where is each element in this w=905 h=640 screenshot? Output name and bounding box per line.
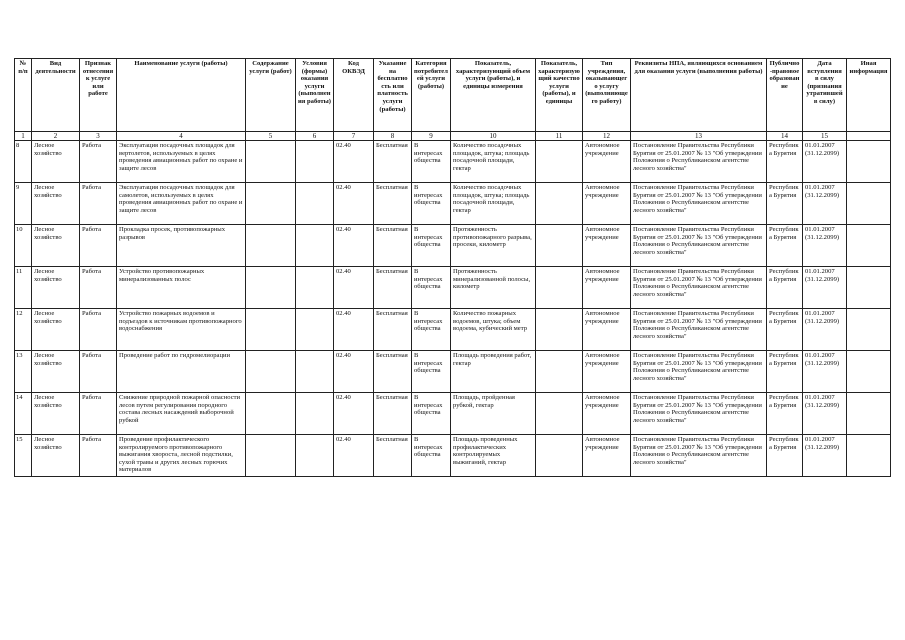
other-info-cell (847, 351, 891, 393)
legal-basis-cell: Постановление Правительства Республики Бурятия от 25.01.2007 № 13 "Об утверждении Положения о Республиканском агентстве лесного хозяйства" (631, 309, 767, 351)
payment-cell: Бесплатная (374, 225, 412, 267)
public-entity-cell: Республика Бурятия (767, 183, 803, 225)
volume-indicator-cell: Протяженность противопожарного разрыва, просеки, километр (451, 225, 536, 267)
conditions-cell (296, 267, 334, 309)
okved-code-cell: 02.40 (334, 183, 374, 225)
institution-type-cell: Автономное учреждение (583, 393, 631, 435)
quality-indicator-cell (536, 141, 583, 183)
header-cell: Показатель, характеризующий качество услуги (работы), и единицы (536, 59, 583, 132)
header-cell: Категория потребителей услуги (работы) (412, 59, 451, 132)
okved-code-cell: 02.40 (334, 225, 374, 267)
institution-type-cell: Автономное учреждение (583, 435, 631, 477)
consumers-cell: В интересах общества (412, 141, 451, 183)
content-cell (246, 183, 296, 225)
service-name-cell: Снижение природной пожарной опасности лесов путем регулирования породного состава лесных насаждений выборочной рубкой (117, 393, 246, 435)
column-number-cell (847, 132, 891, 141)
services-registry-sheet (14, 58, 891, 477)
volume-indicator-cell: Количество посадочных площадок, штука; площадь посадочной площади, гектар (451, 141, 536, 183)
service-name-cell: Эксплуатация посадочных площадок для самолетов, используемых в целях проведения авиационных работ по охране и защите лесов (117, 183, 246, 225)
public-entity-cell: Республика Бурятия (767, 393, 803, 435)
effective-date-cell: 01.01.2007 (31.12.2099) (803, 141, 847, 183)
header-cell: Публично-правовое образование (767, 59, 803, 132)
table-row (15, 183, 891, 225)
content-cell (246, 309, 296, 351)
table-row (15, 267, 891, 309)
header-cell: Указание на бесплатность или платность услуги (работы) (374, 59, 412, 132)
quality-indicator-cell (536, 351, 583, 393)
header-cell: Наименование услуги (работы) (117, 59, 246, 132)
activity-cell: Лесное хозяйство (32, 225, 80, 267)
row-number-cell: 15 (15, 435, 32, 477)
legal-basis-cell: Постановление Правительства Республики Бурятия от 25.01.2007 № 13 "Об утверждении Положения о Республиканском агентстве лесного хозяйства" (631, 225, 767, 267)
header-cell: Тип учреждения, оказывающего услугу (выполняющего работу) (583, 59, 631, 132)
okved-code-cell: 02.40 (334, 351, 374, 393)
column-number-cell: 5 (246, 132, 296, 141)
column-number-cell: 1 (15, 132, 32, 141)
column-number-cell: 10 (451, 132, 536, 141)
institution-type-cell: Автономное учреждение (583, 141, 631, 183)
legal-basis-cell: Постановление Правительства Республики Бурятия от 25.01.2007 № 13 "Об утверждении Положения о Республиканском агентстве лесного хозяйства" (631, 393, 767, 435)
legal-basis-cell: Постановление Правительства Республики Бурятия от 25.01.2007 № 13 "Об утверждении Положения о Республиканском агентстве лесного хозяйства" (631, 183, 767, 225)
volume-indicator-cell: Площадь, пройденная рубкой, гектар (451, 393, 536, 435)
legal-basis-cell: Постановление Правительства Республики Бурятия от 25.01.2007 № 13 "Об утверждении Положения о Республиканском агентстве лесного хозяйства" (631, 351, 767, 393)
other-info-cell (847, 183, 891, 225)
header-cell: Код ОКВЭД (334, 59, 374, 132)
header-cell: Реквизиты НПА, являющихся основанием для оказания услуги (выполнения работы) (631, 59, 767, 132)
consumers-cell: В интересах общества (412, 435, 451, 477)
row-number-cell: 10 (15, 225, 32, 267)
table-row (15, 309, 891, 351)
column-number-cell: 12 (583, 132, 631, 141)
activity-cell: Лесное хозяйство (32, 393, 80, 435)
header-row (15, 59, 891, 132)
header-cell: Иная информация (847, 59, 891, 132)
other-info-cell (847, 393, 891, 435)
okved-code-cell: 02.40 (334, 309, 374, 351)
column-number-cell: 6 (296, 132, 334, 141)
service-name-cell: Эксплуатация посадочных площадок для вертолетов, используемых в целях проведения авиационных работ по охране и защите лесов (117, 141, 246, 183)
row-number-cell: 11 (15, 267, 32, 309)
activity-cell: Лесное хозяйство (32, 183, 80, 225)
public-entity-cell: Республика Бурятия (767, 309, 803, 351)
content-cell (246, 393, 296, 435)
column-number-row (15, 132, 891, 141)
row-number-cell: 9 (15, 183, 32, 225)
activity-cell: Лесное хозяйство (32, 267, 80, 309)
quality-indicator-cell (536, 393, 583, 435)
kind-cell: Работа (80, 267, 117, 309)
other-info-cell (847, 267, 891, 309)
service-name-cell: Устройство противопожарных минерализованных полос (117, 267, 246, 309)
consumers-cell: В интересах общества (412, 225, 451, 267)
other-info-cell (847, 141, 891, 183)
kind-cell: Работа (80, 351, 117, 393)
effective-date-cell: 01.01.2007 (31.12.2099) (803, 435, 847, 477)
volume-indicator-cell: Площадь проведения работ, гектар (451, 351, 536, 393)
conditions-cell (296, 435, 334, 477)
payment-cell: Бесплатная (374, 351, 412, 393)
kind-cell: Работа (80, 183, 117, 225)
consumers-cell: В интересах общества (412, 183, 451, 225)
effective-date-cell: 01.01.2007 (31.12.2099) (803, 225, 847, 267)
legal-basis-cell: Постановление Правительства Республики Бурятия от 25.01.2007 № 13 "Об утверждении Положения о Республиканском агентстве лесного хозяйства" (631, 141, 767, 183)
row-number-cell: 13 (15, 351, 32, 393)
column-number-cell: 7 (334, 132, 374, 141)
public-entity-cell: Республика Бурятия (767, 225, 803, 267)
institution-type-cell: Автономное учреждение (583, 225, 631, 267)
activity-cell: Лесное хозяйство (32, 309, 80, 351)
consumers-cell: В интересах общества (412, 309, 451, 351)
conditions-cell (296, 393, 334, 435)
payment-cell: Бесплатная (374, 393, 412, 435)
service-name-cell: Проведение профилактического контролируемого противопожарного выжигания хвороста, лесной подстилки, сухой травы и других лесных горючих материалов (117, 435, 246, 477)
kind-cell: Работа (80, 393, 117, 435)
activity-cell: Лесное хозяйство (32, 435, 80, 477)
volume-indicator-cell: Площадь проведенных профилактических контролируемых выжиганий, гектар (451, 435, 536, 477)
public-entity-cell: Республика Бурятия (767, 141, 803, 183)
consumers-cell: В интересах общества (412, 393, 451, 435)
volume-indicator-cell: Протяженность минерализованной полосы, километр (451, 267, 536, 309)
effective-date-cell: 01.01.2007 (31.12.2099) (803, 309, 847, 351)
public-entity-cell: Республика Бурятия (767, 267, 803, 309)
table-row (15, 351, 891, 393)
legal-basis-cell: Постановление Правительства Республики Бурятия от 25.01.2007 № 13 "Об утверждении Положения о Республиканском агентстве лесного хозяйства" (631, 267, 767, 309)
conditions-cell (296, 225, 334, 267)
okved-code-cell: 02.40 (334, 267, 374, 309)
header-cell: № п/п (15, 59, 32, 132)
effective-date-cell: 01.01.2007 (31.12.2099) (803, 351, 847, 393)
payment-cell: Бесплатная (374, 267, 412, 309)
public-entity-cell: Республика Бурятия (767, 435, 803, 477)
header-cell: Показатель, характеризующий объем услуги (работы), и единицы измерения (451, 59, 536, 132)
legal-basis-cell: Постановление Правительства Республики Бурятия от 25.01.2007 № 13 "Об утверждении Положения о Республиканском агентстве лесного хозяйства" (631, 435, 767, 477)
volume-indicator-cell: Количество посадочных площадок, штука; площадь посадочной площади, гектар (451, 183, 536, 225)
kind-cell: Работа (80, 435, 117, 477)
okved-code-cell: 02.40 (334, 393, 374, 435)
column-number-cell: 15 (803, 132, 847, 141)
table-row (15, 225, 891, 267)
institution-type-cell: Автономное учреждение (583, 183, 631, 225)
content-cell (246, 435, 296, 477)
column-number-cell: 3 (80, 132, 117, 141)
activity-cell: Лесное хозяйство (32, 351, 80, 393)
okved-code-cell: 02.40 (334, 435, 374, 477)
institution-type-cell: Автономное учреждение (583, 351, 631, 393)
other-info-cell (847, 225, 891, 267)
public-entity-cell: Республика Бурятия (767, 351, 803, 393)
service-name-cell: Прокладка просек, противопожарных разрывов (117, 225, 246, 267)
consumers-cell: В интересах общества (412, 267, 451, 309)
content-cell (246, 225, 296, 267)
conditions-cell (296, 351, 334, 393)
content-cell (246, 267, 296, 309)
content-cell (246, 351, 296, 393)
institution-type-cell: Автономное учреждение (583, 309, 631, 351)
column-number-cell: 14 (767, 132, 803, 141)
other-info-cell (847, 435, 891, 477)
header-cell: Вид деятельности (32, 59, 80, 132)
column-number-cell: 8 (374, 132, 412, 141)
kind-cell: Работа (80, 225, 117, 267)
service-name-cell: Проведение работ по гидромелиорации (117, 351, 246, 393)
conditions-cell (296, 141, 334, 183)
column-number-cell: 11 (536, 132, 583, 141)
institution-type-cell: Автономное учреждение (583, 267, 631, 309)
payment-cell: Бесплатная (374, 183, 412, 225)
okved-code-cell: 02.40 (334, 141, 374, 183)
table-row (15, 141, 891, 183)
conditions-cell (296, 309, 334, 351)
service-name-cell: Устройство пожарных водоемов и подъездов к источникам противопожарного водоснабжения (117, 309, 246, 351)
row-number-cell: 14 (15, 393, 32, 435)
kind-cell: Работа (80, 141, 117, 183)
volume-indicator-cell: Количество пожарных водоемов, штука; объем водоема, кубический метр (451, 309, 536, 351)
header-cell: Содержание услуги (работ) (246, 59, 296, 132)
column-number-cell: 9 (412, 132, 451, 141)
row-number-cell: 8 (15, 141, 32, 183)
header-cell: Условия (формы) оказания услуги (выполнения работы) (296, 59, 334, 132)
content-cell (246, 141, 296, 183)
header-cell: Признак отнесения к услуге или работе (80, 59, 117, 132)
quality-indicator-cell (536, 435, 583, 477)
row-number-cell: 12 (15, 309, 32, 351)
effective-date-cell: 01.01.2007 (31.12.2099) (803, 183, 847, 225)
conditions-cell (296, 183, 334, 225)
effective-date-cell: 01.01.2007 (31.12.2099) (803, 393, 847, 435)
quality-indicator-cell (536, 267, 583, 309)
quality-indicator-cell (536, 183, 583, 225)
column-number-cell: 2 (32, 132, 80, 141)
other-info-cell (847, 309, 891, 351)
column-number-cell: 13 (631, 132, 767, 141)
payment-cell: Бесплатная (374, 309, 412, 351)
column-number-cell: 4 (117, 132, 246, 141)
table-row (15, 435, 891, 477)
effective-date-cell: 01.01.2007 (31.12.2099) (803, 267, 847, 309)
services-table (14, 58, 891, 477)
payment-cell: Бесплатная (374, 141, 412, 183)
consumers-cell: В интересах общества (412, 351, 451, 393)
table-row (15, 393, 891, 435)
quality-indicator-cell (536, 225, 583, 267)
quality-indicator-cell (536, 309, 583, 351)
activity-cell: Лесное хозяйство (32, 141, 80, 183)
kind-cell: Работа (80, 309, 117, 351)
payment-cell: Бесплатная (374, 435, 412, 477)
header-cell: Дата вступления в силу (признания утратившей в силу) (803, 59, 847, 132)
